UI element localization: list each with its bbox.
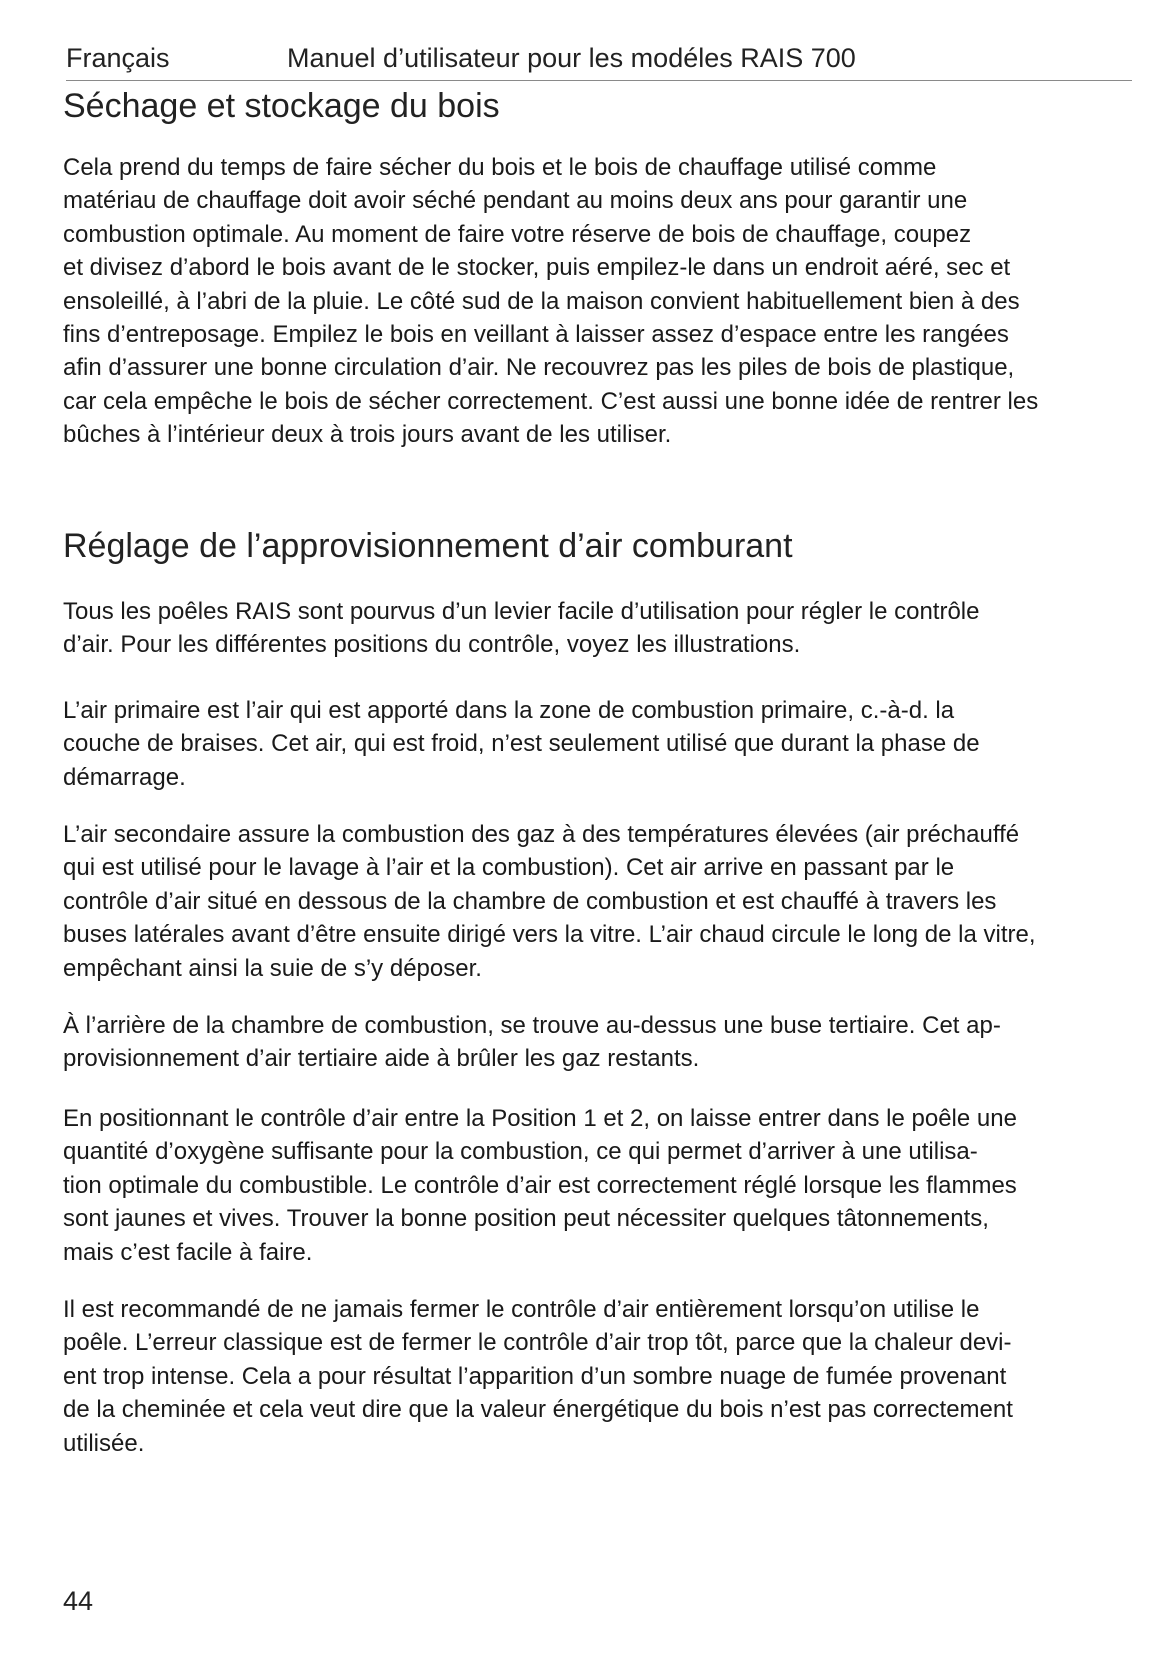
paragraph-air-control-lever: Tous les poêles RAIS sont pourvus d’un levier facile d’utilisation pour régler le contrôle d’air. Pour les différentes positions du contrôle, voyez les illustrations. [63,598,980,659]
paragraph-tertiary-air: À l’arrière de la chambre de combustion, se trouve au-dessus une buse tertiaire. Cet ap- provisionnement d’air tertiaire aide à brûler les gaz restants. [63,1012,1001,1073]
paragraph-wood-drying: Cela prend du temps de faire sécher du bois et le bois de chauffage utilisé comme matériau de chauffage doit avoir séché pendant au moins deux ans pour garantir une combustion optimale. Au moment de faire votre réserve de bois de chauffage, coupez et divisez d’abord le bois avant de le stocker, puis empilez-le dans un endroit aéré, sec et ensoleillé, à l’abri de la pluie. Le côté sud de la maison convient habituellement bien à des fins d’entreposage. Empilez le bois en veillant à laisser assez d’espace entre les rangées afin d’assurer une bonne circulation d’air. Ne recouvrez pas les piles de bois de plastique, car cela empêche le bois de sécher correctement. C’est aussi une bonne idée de rentrer les bûches à l’intérieur deux à trois jours avant de les utiliser. [63,154,1039,449]
section-heading-wood-drying: Séchage et stockage du bois [63,87,500,125]
section-heading-air-supply: Réglage de l’approvisionnement d’air comburant [63,527,793,565]
header-language: Français [66,43,170,73]
paragraph-secondary-air: L’air secondaire assure la combustion des gaz à des températures élevées (air préchauffé qui est utilisé pour le lavage à l’air et la combustion). Cet air arrive en passant par le contrôle d’air situé en dessous de la chambre de combustion et est chauffé à travers les buses latérales avant d’être ensuite dirigé vers la vitre. L’air chaud circule le long de la vitre, empêchant ainsi la suie de s’y déposer. [63,821,1036,982]
paragraph-recommendation: Il est recommandé de ne jamais fermer le contrôle d’air entièrement lorsqu’on utilise le poêle. L’erreur classique est de fermer le contrôle d’air trop tôt, parce que la chaleur devi- ent trop intense. Cela a pour résultat l’apparition d’un sombre nuage de fumée provenant de la cheminée et cela veut dire que la valeur énergétique du bois n’est pas correctement utilisée. [63,1296,1013,1457]
page-header [66,38,1132,81]
header-manual-title: Manuel d’utilisateur pour les modéles RAIS 700 [287,43,856,73]
paragraph-primary-air: L’air primaire est l’air qui est apporté dans la zone de combustion primaire, c.-à-d. la couche de braises. Cet air, qui est froid, n’est seulement utilisé que durant la phase de démarrage. [63,697,980,791]
page-number: 44 [63,1586,94,1616]
paragraph-air-position: En positionnant le contrôle d’air entre la Position 1 et 2, on laisse entrer dans le poêle une quantité d’oxygène suffisante pour la combustion, ce qui permet d’arriver à une utilisa- tion optimale du combustible. Le contrôle d’air est correctement réglé lorsque les flammes sont jaunes et vives. Trouver la bonne position peut nécessiter quelques tâtonnements, mais c’est facile à faire. [63,1105,1017,1266]
